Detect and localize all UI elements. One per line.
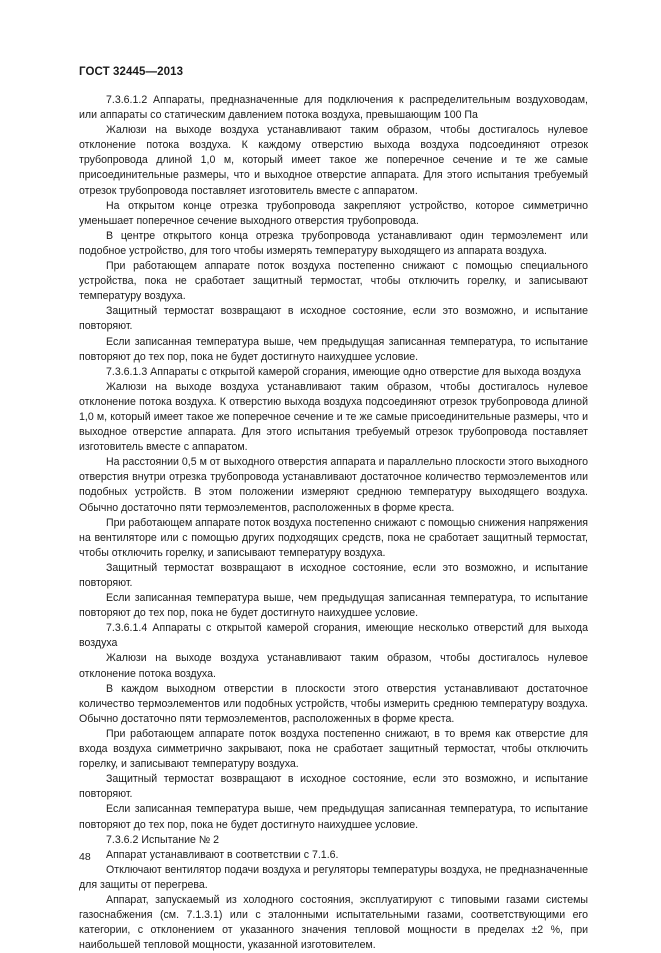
paragraph: Если записанная температура выше, чем предыдущая записанная температура, то испытание повторяют до тех пор, пока не будет достигнуто наихудшее условие. bbox=[79, 803, 588, 831]
paragraph: Аппарат устанавливают в соответствии с 7.1.6. bbox=[106, 848, 339, 861]
paragraph: Отключают вентилятор подачи воздуха и регуляторы температуры воздуха, не предназначенные для защиты от перегрева. bbox=[79, 863, 588, 891]
paragraph: При работающем аппарате поток воздуха постепенно снижают, в то время как отверстие для входа воздуха симметрично закрывают, пока не сработает защитный термостат, чтобы отключить горелку, и записывают температуру воздуха. bbox=[79, 727, 588, 771]
page-number: 48 bbox=[79, 851, 91, 863]
paragraph: Жалюзи на выходе воздуха устанавливают таким образом, чтобы достигалось нулевое отклонение потока воздуха. К каждому отверстию выхода воздуха подсоединяют отрезок трубопровода длиной 1,0 м, который имеет такое же поперечное сечение и те же самые присоединительные размеры, что и выходное отверстие аппарата. Для этого испытания требуемый отрезок трубопровода поставляет изготовитель вместе с аппаратом. bbox=[79, 124, 588, 197]
document-body bbox=[79, 93, 588, 953]
clause-7-3-6-2-heading: 7.3.6.2 Испытание № 2 bbox=[106, 833, 220, 846]
clause-7-3-6-1-4-heading: 7.3.6.1.4 Аппараты с открытой камерой сгорания, имеющие несколько отверстий для выхода воздуха bbox=[79, 622, 588, 650]
paragraph: Если записанная температура выше, чем предыдущая записанная температура, то испытание повторяют до тех пор, пока не будет достигнуто наихудшее условие. bbox=[79, 335, 588, 363]
paragraph: Если записанная температура выше, чем предыдущая записанная температура, то испытание повторяют до тех пор, пока не будет достигнуто наихудшее условие. bbox=[79, 592, 588, 620]
paragraph: Защитный термостат возвращают в исходное состояние, если это возможно, и испытание повторяют. bbox=[79, 305, 588, 333]
paragraph: При работающем аппарате поток воздуха постепенно снижают с помощью специального устройства, пока не сработает защитный термостат, чтобы отключить горелку, и записывают температуру воздуха. bbox=[79, 260, 588, 303]
paragraph: Защитный термостат возвращают в исходное состояние, если это возможно, и испытание повторяют. bbox=[79, 773, 588, 801]
paragraph: При работающем аппарате поток воздуха постепенно снижают с помощью снижения напряжения на вентиляторе или с помощью других подходящих средств, пока не сработает защитный термостат, чтобы отключить горелку, и записывают температуру воздуха. bbox=[79, 516, 588, 559]
paragraph: Жалюзи на выходе воздуха устанавливают таким образом, чтобы достигалось нулевое отклонение потока воздуха. bbox=[79, 652, 588, 680]
clause-7-3-6-1-3-heading: 7.3.6.1.3 Аппараты с открытой камерой сгорания, имеющие одно отверстие для выхода воздуха bbox=[106, 365, 581, 378]
paragraph: В центре открытого конца отрезка трубопровода устанавливают один термоэлемент или подобное устройство, для того чтобы измерять температуру выходящего из аппарата воздуха. bbox=[79, 229, 588, 257]
paragraph: На открытом конце отрезка трубопровода закрепляют устройство, которое симметрично уменьшает поперечное сечение выходного отверстия трубопровода. bbox=[79, 199, 588, 227]
document-header: ГОСТ 32445—2013 bbox=[79, 66, 184, 78]
paragraph: Защитный термостат возвращают в исходное состояние, если это возможно, и испытание повторяют. bbox=[79, 561, 588, 589]
paragraph: В каждом выходном отверстии в плоскости этого отверстия устанавливают достаточное количество термоэлементов или подобных устройств, чтобы измерить среднюю температуру воздуха. Обычно достаточно пяти термоэлементов, расположенных в форме креста. bbox=[79, 682, 588, 725]
paragraph: Аппарат, запускаемый из холодного состояния, эксплуатируют с типовыми газами системы газоснабжения (см. 7.1.3.1) или с эталонными испытательными газами, соответствующими его категории, с отклонением от указанного значения тепловой мощности в пределах ±2 %, при наибольшей тепловой мощности, указанной изготовителем. bbox=[79, 893, 588, 952]
paragraph: На расстоянии 0,5 м от выходного отверстия аппарата и параллельно плоскости этого выходного отверстия внутри отрезка трубопровода устанавливают достаточное количество термоэлементов или подобных устройств. В этом положении измеряют среднюю температуру выходящего воздуха. Обычно достаточно пяти термоэлементов, расположенных в форме креста. bbox=[79, 456, 588, 514]
paragraph: Жалюзи на выходе воздуха устанавливают таким образом, чтобы достигалось нулевое отклонение потока воздуха. К отверстию выхода воздуха подсоединяют отрезок трубопровода длиной 1,0 м, который имеет такое же поперечное сечение и те же самые присоединительные размеры, что и выходное отверстие аппарата. Для этого испытания требуемый отрезок трубопровода поставляет изготовитель вместе с аппаратом. bbox=[79, 380, 588, 454]
clause-7-3-6-1-2-heading: 7.3.6.1.2 Аппараты, предназначенные для подключения к распределительным воздуховодам, или аппараты со статическим давлением потока воздуха, превышающим 100 Па bbox=[79, 94, 588, 122]
